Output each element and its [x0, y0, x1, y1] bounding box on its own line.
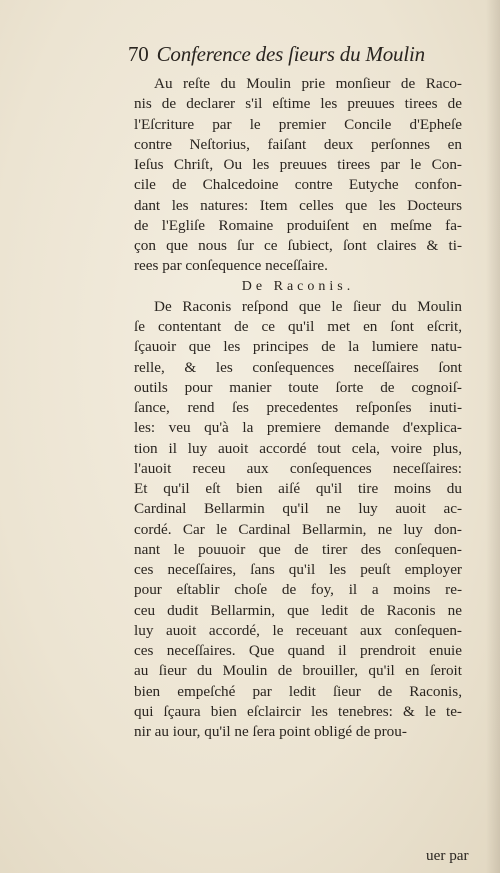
- text-line: ces neceſſaires, ſans qu'il les peuſt employer: [134, 561, 462, 578]
- text-line: nant le pouuoir que de tirer des conſequen-: [134, 540, 462, 558]
- text-line: ſance, rend ſes precedentes reſponſes inuti-: [134, 399, 462, 416]
- text-line: Et qu'il eſt bien aiſé qu'il tire moins du: [134, 480, 462, 497]
- text-line: les: veu qu'à la premiere demande d'explica-: [134, 419, 462, 437]
- text-line: relle, & les conſequences neceſſaires ſont: [134, 358, 462, 376]
- page-body: [134, 74, 462, 742]
- text-line: l'Eſcriture par le premier Concile d'Epheſe: [134, 115, 462, 133]
- text-line: contre Neſtorius, faiſant deux perſonnes en: [134, 135, 462, 153]
- text-line: dant les natures: Item celles que les Docteurs: [134, 196, 462, 214]
- text-line: nir au iour, qu'il ne ſera point obligé de prou-: [134, 723, 407, 740]
- text-line: ceu dudit Bellarmin, que ledit de Raconis ne: [134, 601, 462, 619]
- text-line: cordé. Car le Cardinal Bellarmin, ne luy don-: [134, 520, 462, 538]
- text-line: ces neceſſaires. Que quand il prendroit enuie: [134, 642, 462, 659]
- paragraph-2: [134, 297, 462, 743]
- text-line: qui ſçaura bien eſclaircir les tenebres: & le te-: [134, 702, 462, 720]
- text-line: ſçauoir que les principes de la lumiere natu-: [134, 338, 462, 356]
- text-line: au ſieur du Moulin de brouiller, qu'il en ſeroit: [134, 662, 462, 680]
- paragraph-1: [134, 74, 462, 277]
- page-number: 70: [128, 42, 149, 66]
- catchword: uer par: [426, 847, 469, 864]
- text-line: luy auoit accordé, le receuant aux conſequen-: [134, 621, 462, 639]
- text-line: Ieſus Chriſt, Ou les preuues tirees par le Con-: [134, 156, 462, 173]
- text-line: ſe contentant de ce qu'il met en ſont eſcrit,: [134, 318, 462, 335]
- running-title: Conference des ſieurs du Moulin: [156, 42, 425, 66]
- text-line: de l'Egliſe Romaine produiſent en meſme fa-: [134, 216, 462, 234]
- text-line: nis de declarer s'il eſtime les preuues tirees de: [134, 95, 462, 113]
- text-line: pour eſtablir choſe de foy, il a moins re-: [134, 581, 462, 599]
- text-line: Au reſte du Moulin prie monſieur de Raco-: [154, 75, 462, 92]
- text-line: rees par conſequence neceſſaire.: [134, 257, 328, 275]
- section-heading: De Raconis.: [241, 278, 355, 294]
- text-line: l'auoit receu aux conſequences neceſſaires:: [134, 459, 462, 477]
- text-line: cile de Chalcedoine contre Eutyche confon-: [134, 176, 462, 194]
- text-line: Cardinal Bellarmin qu'il ne luy auoit ac-: [134, 500, 462, 518]
- text-line: outils pour manier toute ſorte de cognoiſ-: [134, 378, 462, 396]
- text-line: bien empeſché par ledit ſieur de Raconis,: [134, 682, 462, 700]
- running-header: [128, 42, 468, 70]
- text-line: tion il luy auoit accordé tout cela, voire plus,: [134, 439, 462, 457]
- text-line: çon que nous ſur ce ſubiect, ſont claires & ti-: [134, 237, 462, 254]
- text-line: De Raconis reſpond que le ſieur du Moulin: [154, 297, 462, 315]
